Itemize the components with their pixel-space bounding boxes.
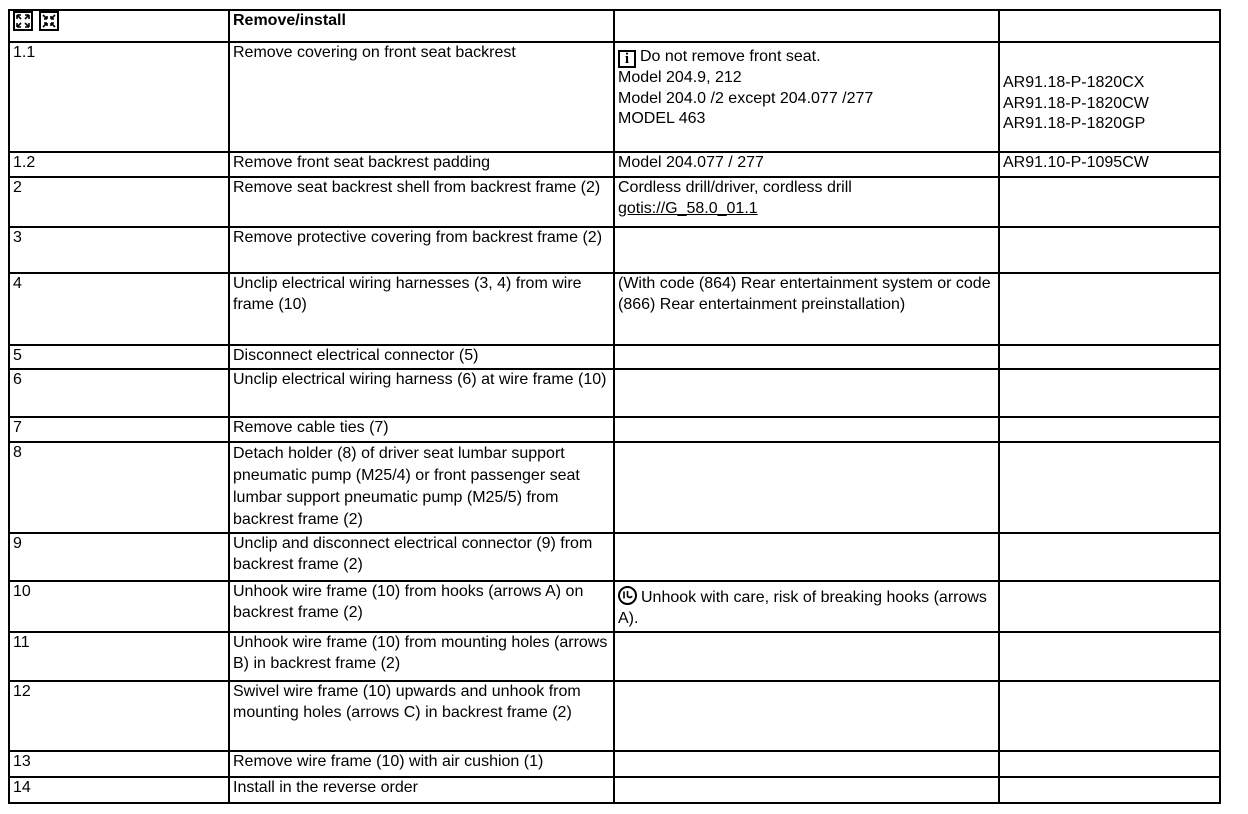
- table-row: [9, 777, 1220, 803]
- empty-cell: [999, 177, 1220, 227]
- step-text: Remove seat backrest shell from backrest frame (2): [229, 177, 614, 227]
- table-row: [9, 581, 1220, 632]
- step-number: 5: [9, 345, 229, 369]
- collapse-icon[interactable]: [39, 11, 59, 31]
- step-number: 6: [9, 369, 229, 417]
- empty-cell: [999, 681, 1220, 751]
- step-number: 8: [9, 442, 229, 533]
- header-empty-cell: [614, 10, 999, 42]
- empty-cell: [999, 581, 1220, 632]
- step-text: Unhook wire frame (10) from hooks (arrows A) on backrest frame (2): [229, 581, 614, 632]
- table-row: [9, 751, 1220, 777]
- table-row: [9, 369, 1220, 417]
- empty-cell: [614, 751, 999, 777]
- step-number: 9: [9, 533, 229, 581]
- caution-icon: [618, 586, 637, 605]
- empty-cell: [614, 369, 999, 417]
- empty-cell: [999, 777, 1220, 803]
- note-text: Do not remove front seat.: [640, 48, 821, 65]
- step-text: Unclip electrical wiring harnesses (3, 4) from wire frame (10): [229, 273, 614, 345]
- expand-icon[interactable]: [13, 11, 33, 31]
- step-text: Swivel wire frame (10) upwards and unhook from mounting holes (arrows C) in backrest frame (2): [229, 681, 614, 751]
- step-text: Remove covering on front seat backrest: [229, 42, 614, 152]
- ref-link[interactable]: AR91.18-P-1820CW: [1003, 94, 1149, 112]
- note-line: Model 204.0 /2 except 204.077 /277: [618, 89, 874, 107]
- step-text: Install in the reverse order: [229, 777, 614, 803]
- empty-cell: [999, 442, 1220, 533]
- empty-cell: [999, 417, 1220, 442]
- step-text: Remove cable ties (7): [229, 417, 614, 442]
- table-row: [9, 345, 1220, 369]
- step-number: 4: [9, 273, 229, 345]
- empty-cell: [614, 345, 999, 369]
- step-text: Unclip and disconnect electrical connector (9) from backrest frame (2): [229, 533, 614, 581]
- table-row: [9, 533, 1220, 581]
- empty-cell: [614, 777, 999, 803]
- header-empty-cell: [999, 10, 1220, 42]
- step-number: 12: [9, 681, 229, 751]
- step-notes: [614, 177, 999, 227]
- table-row: [9, 177, 1220, 227]
- note-line: [618, 47, 998, 68]
- empty-cell: [614, 442, 999, 533]
- empty-cell: [614, 632, 999, 681]
- table-row: [9, 442, 1220, 533]
- step-number: 7: [9, 417, 229, 442]
- table-row: [9, 417, 1220, 442]
- empty-cell: [999, 273, 1220, 345]
- step-refs: [999, 42, 1220, 152]
- step-notes: [614, 42, 999, 152]
- step-number: 1.1: [9, 42, 229, 152]
- step-number: 14: [9, 777, 229, 803]
- table-row: [9, 227, 1220, 273]
- table-row: [9, 273, 1220, 345]
- step-note: (With code (864) Rear entertainment system or code (866) Rear entertainment preinstallation): [614, 273, 999, 345]
- empty-cell: [999, 533, 1220, 581]
- info-icon: i: [618, 50, 636, 68]
- note-line: MODEL 463: [618, 110, 706, 127]
- step-text: Remove wire frame (10) with air cushion (1): [229, 751, 614, 777]
- step-number: 11: [9, 632, 229, 681]
- note-text: Unhook with care, risk of breaking hooks (arrows A).: [618, 589, 987, 627]
- empty-cell: [614, 533, 999, 581]
- empty-cell: [999, 345, 1220, 369]
- header-title: Remove/install: [229, 10, 614, 42]
- ref-line: [1003, 47, 1219, 73]
- tool-link[interactable]: gotis://G_58.0_01.1: [618, 199, 758, 217]
- step-text: Remove protective covering from backrest frame (2): [229, 227, 614, 273]
- table-row: [9, 152, 1220, 177]
- empty-cell: [614, 417, 999, 442]
- table-row: [9, 632, 1220, 681]
- note-line: Cordless drill/driver, cordless drill: [618, 179, 852, 196]
- step-text: Disconnect electrical connector (5): [229, 345, 614, 369]
- step-number: 3: [9, 227, 229, 273]
- header-icons-cell: [9, 10, 229, 42]
- empty-cell: [999, 632, 1220, 681]
- ref-link[interactable]: AR91.18-P-1820CX: [1003, 74, 1145, 91]
- empty-cell: [614, 227, 999, 273]
- step-notes: [614, 581, 999, 632]
- ref-link[interactable]: AR91.18-P-1820GP: [1003, 115, 1146, 132]
- ref-link[interactable]: AR91.10-P-1095CW: [999, 152, 1220, 177]
- note-line: Model 204.9, 212: [618, 69, 742, 86]
- empty-cell: [999, 751, 1220, 777]
- empty-cell: [999, 227, 1220, 273]
- step-note: Model 204.077 / 277: [614, 152, 999, 177]
- table-row: [9, 681, 1220, 751]
- procedure-table: [8, 9, 1221, 804]
- empty-cell: [614, 681, 999, 751]
- table-row: [9, 42, 1220, 152]
- step-text: Unhook wire frame (10) from mounting holes (arrows B) in backrest frame (2): [229, 632, 614, 681]
- step-number: 10: [9, 581, 229, 632]
- step-number: 13: [9, 751, 229, 777]
- step-text: Remove front seat backrest padding: [229, 152, 614, 177]
- empty-cell: [999, 369, 1220, 417]
- step-text: Detach holder (8) of driver seat lumbar support pneumatic pump (M25/4) or front passenger seat lumbar support pneumatic pump (M25/5) from backrest frame (2): [229, 442, 614, 533]
- step-number: 1.2: [9, 152, 229, 177]
- step-number: 2: [9, 177, 229, 227]
- step-text: Unclip electrical wiring harness (6) at wire frame (10): [229, 369, 614, 417]
- header-row: [9, 10, 1220, 42]
